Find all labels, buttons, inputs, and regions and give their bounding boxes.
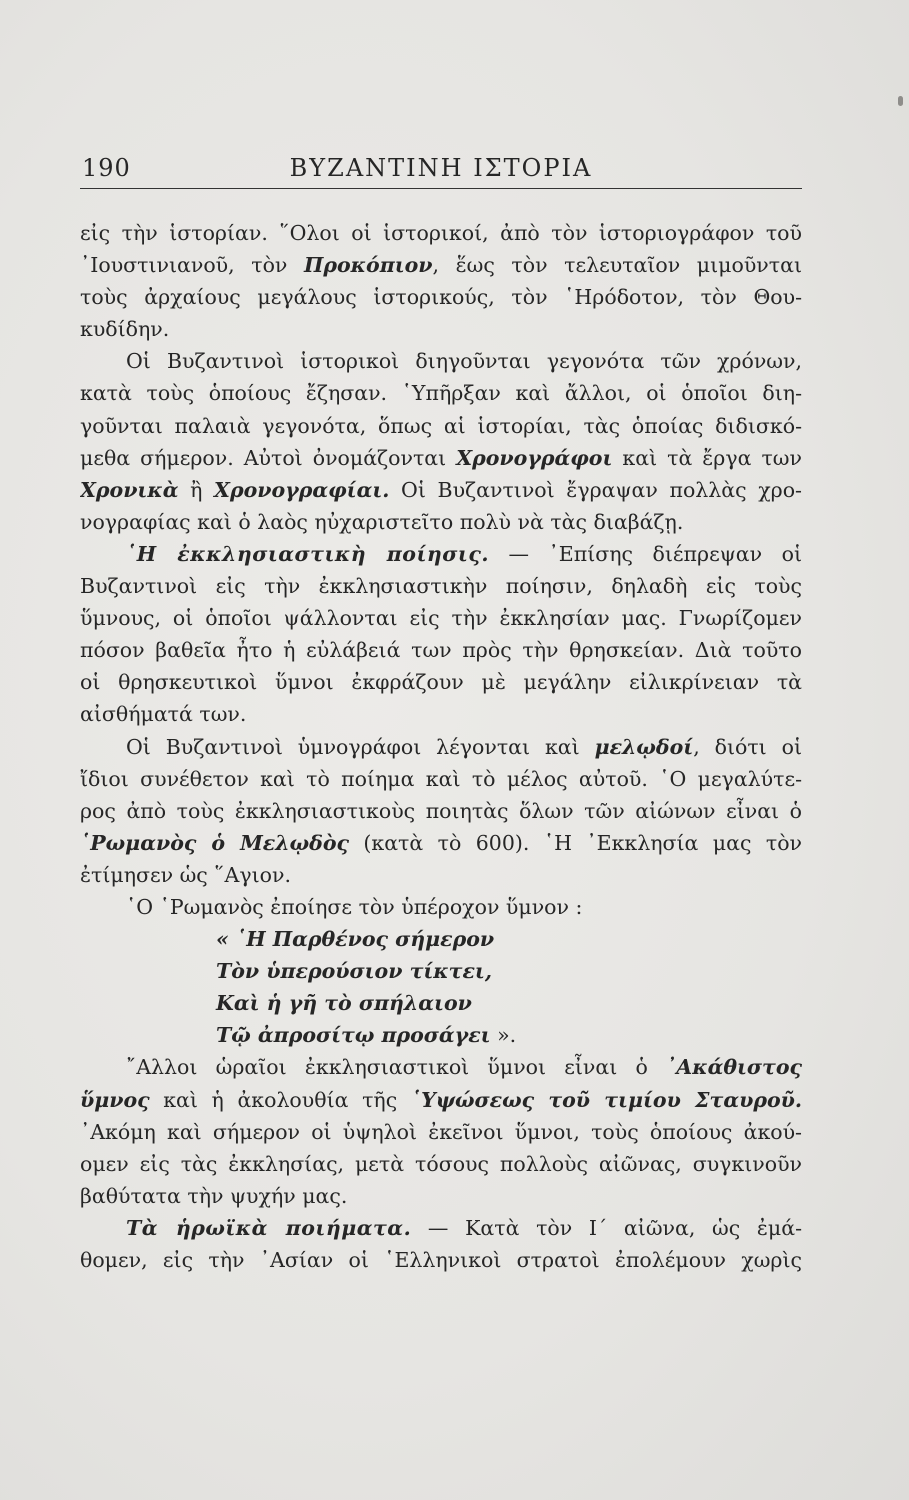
text-segment: καὶ ἡ ἀκολουθία τῆς: [149, 1087, 411, 1112]
text-line: [80, 1116, 802, 1148]
text-line: [80, 763, 802, 795]
text-line: [80, 442, 802, 474]
text-segment: ομεν εἰς τὰς ἐκκλησίας, μετὰ τόσους πολλοὺς αἰῶνας, συγκινοῦν: [80, 1151, 802, 1176]
text-segment: ῎Αλλοι ὡραῖοι ἐκκλησιαστικοὶ ὕμνοι εἶναι ὁ: [126, 1055, 667, 1080]
text-segment: ᾿Ακόμη καὶ σήμερον οἱ ὑψηλοὶ ἐκεῖνοι ὕμνοι, τοὺς ὁποίους ἀκού-: [80, 1119, 802, 1144]
page-header: [80, 152, 802, 189]
text-line: [80, 891, 802, 923]
text-line: [80, 538, 802, 570]
text-line: [80, 570, 802, 602]
text-segment: Οἱ Βυζαντινοὶ ἱστορικοὶ διηγοῦνται γεγονότα τῶν χρόνων,: [126, 349, 802, 374]
text-segment: κατὰ τοὺς ὁποίους ἔζησαν. ῾Υπῆρξαν καὶ ἄλλοι, οἱ ὁποῖοι διη-: [80, 381, 802, 406]
text-line: [80, 1148, 802, 1180]
text-segment: ᾿Ιουστινιανοῦ, τὸν: [80, 253, 304, 278]
text-segment: ἴδιοι συνέθετον καὶ τὸ ποίημα καὶ τὸ μέλος αὐτοῦ. ῾Ο μεγαλύτε-: [80, 766, 802, 791]
text-line: [80, 1084, 802, 1116]
text-line: [80, 859, 802, 891]
text-segment: (κατὰ τὸ 600). ῾Η ᾿Εκκλησία μας τὸν: [348, 830, 802, 855]
text-segment: οἱ θρησκευτικοὶ ὕμνοι ἐκφράζουν μὲ μεγάλην εἰλικρίνειαν τὰ: [80, 670, 802, 695]
text-segment: ἐτίμησεν ὡς ῞Αγιον.: [80, 862, 291, 887]
text-segment: ρος ἀπὸ τοὺς ἐκκλησιαστικοὺς ποιητὰς ὅλων τῶν αἰώνων εἶναι ὁ: [80, 798, 802, 823]
text-segment: γοῦνται παλαιὰ γεγονότα, ὅπως αἱ ἱστορίαι, τὰς ὁποίας διδισκό-: [80, 413, 802, 438]
text-line: [80, 827, 802, 859]
text-segment: μεθα σήμερον. Αὐτοὶ ὀνομάζονται: [80, 445, 457, 470]
text-line: [80, 313, 802, 345]
text-segment: τοὺς ἀρχαίους μεγάλους ἱστορικούς, τὸν ῾Ηρόδοτον, τὸν Θου-: [80, 285, 802, 310]
page-number: 190: [82, 154, 131, 182]
emphasized-text: Τὸν ὑπερούσιον τίκτει,: [216, 959, 492, 984]
emphasized-text: Χρονογραφίαι.: [214, 477, 390, 502]
text-line: [80, 474, 802, 506]
section-heading: ῾Η ἐκκλησιαστικὴ ποίησις.: [126, 541, 489, 566]
emphasized-text: Προκόπιον: [303, 253, 433, 278]
text-segment: ἢ: [178, 477, 215, 502]
emphasized-text: Τῷ ἀπροσίτῳ προσάγει: [216, 1023, 491, 1048]
text-line: [80, 217, 802, 249]
text-line: [80, 731, 802, 763]
text-segment: ῾Ο ῾Ρωμανὸς ἐποίησε τὸν ὑπέροχον ὕμνον :: [126, 894, 583, 919]
text-line: [80, 666, 802, 698]
text-segment: βαθύτατα τὴν ψυχήν μας.: [80, 1183, 348, 1208]
text-line: [80, 698, 802, 730]
text-segment: αἰσθήματά των.: [80, 702, 247, 727]
emphasized-text: « ῾Η Παρθένος σήμερον: [216, 927, 495, 952]
text-line: [80, 602, 802, 634]
text-line: [80, 506, 802, 538]
text-segment: Βυζαντινοὶ εἰς τὴν ἐκκλησιαστικὴν ποίησιν, δηλαδὴ εἰς τοὺς: [80, 574, 802, 599]
text-line: [80, 281, 802, 313]
emphasized-text: Χρονογράφοι: [456, 445, 613, 470]
text-line: [80, 1051, 802, 1083]
text-line: [80, 410, 802, 442]
text-segment: Οἱ Βυζαντινοὶ ἔγραψαν πολλὰς χρο-: [389, 477, 802, 502]
body-text: [80, 217, 802, 1276]
emphasized-text: ῾Ρωμανὸς ὁ Μελῳδὸς: [80, 830, 349, 855]
text-segment: θομεν, εἰς τὴν ᾿Ασίαν οἱ ῾Ελληνικοὶ στρατοὶ ἐπολέμουν χωρὶς: [80, 1248, 802, 1272]
text-segment: ὕμνους, οἱ ὁποῖοι ψάλλονται εἰς τὴν ἐκκλησίαν μας. Γνωρίζομεν: [80, 606, 802, 631]
text-line: [80, 1244, 802, 1276]
running-title: ΒΥΖΑΝΤΙΝΗ ΙΣΤΟΡΙΑ: [289, 154, 593, 182]
text-line: [80, 795, 802, 827]
text-segment: νογραφίας καὶ ὁ λαὸς ηὐχαριστεῖτο πολὺ νὰ τὰς διαβάζῃ.: [80, 509, 684, 534]
text-line: [80, 1180, 802, 1212]
emphasized-text: ᾿Ακάθιστος: [666, 1055, 802, 1080]
section-heading: Τὰ ἡρωϊκὰ ποιήματα.: [126, 1215, 412, 1240]
text-segment: καὶ τὰ ἔργα των: [612, 445, 802, 470]
text-segment: εἰς τὴν ἱστορίαν. ῞Ολοι οἱ ἱστορικοί, ἀπὸ τὸν ἱστοριογράφον τοῦ: [80, 221, 802, 245]
emphasized-text: ὕμνος: [80, 1087, 150, 1112]
text-segment: κυδίδην.: [80, 317, 170, 342]
text-line: [80, 345, 802, 377]
scan-speck: [898, 96, 903, 106]
text-segment: , ἕως τὸν τελευταῖον μιμοῦνται: [432, 253, 802, 278]
text-line: [80, 1212, 802, 1244]
hymn-verse-line: [80, 955, 802, 987]
text-line: [80, 249, 802, 281]
text-line: [80, 634, 802, 666]
text-segment: — ᾿Επίσης διέπρεψαν οἱ: [488, 541, 802, 566]
text-segment: πόσον βαθεῖα ἦτο ἡ εὐλάβειά των πρὸς τὴν θρησκείαν. Διὰ τοῦτο: [80, 638, 802, 663]
emphasized-text: μελῳδοί: [594, 734, 694, 759]
text-segment: , διότι οἱ: [693, 734, 802, 759]
emphasized-text: ῾Υψώσεως τοῦ τιμίου Σταυροῦ.: [410, 1087, 802, 1112]
text-segment: — Κατὰ τὸν Ι΄ αἰῶνα, ὡς ἐμά-: [411, 1215, 802, 1240]
text-segment: Οἱ Βυζαντινοὶ ὑμνογράφοι λέγονται καὶ: [126, 734, 595, 759]
emphasized-text: Καὶ ἡ γῆ τὸ σπήλαιον: [216, 991, 472, 1016]
text-line: [80, 377, 802, 409]
hymn-verse-line: [80, 1019, 802, 1051]
hymn-verse-line: [80, 923, 802, 955]
emphasized-text: Χρονικὰ: [80, 477, 179, 502]
text-segment: ».: [490, 1023, 517, 1048]
hymn-verse-line: [80, 987, 802, 1019]
